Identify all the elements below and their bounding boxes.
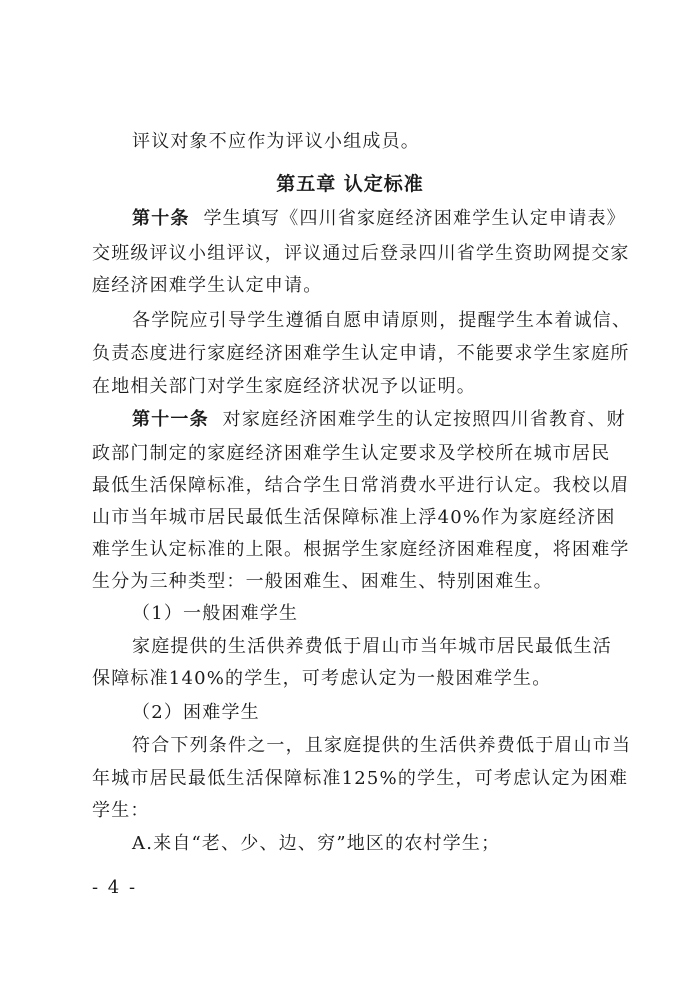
type-1-heading: （1）一般困难学生 (132, 603, 299, 624)
paragraph-line-1: 各学院应引导学生遵循自愿申请原则，提醒学生本着诚信、 (132, 310, 632, 331)
body-text-line: 评议对象不应作为评议小组成员。 (132, 131, 420, 152)
paragraph-line-2: 负责态度进行家庭经济困难学生认定申请，不能要求学生家庭所 (92, 343, 630, 364)
list-item-a: A.来自“老、少、边、穷”地区的农村学生； (132, 833, 501, 854)
type-1-line-2: 保障标准140%的学生，可考虑认定为一般困难学生。 (92, 668, 552, 689)
type-2-line-1: 符合下列条件之一，且家庭提供的生活供养费低于眉山市当 (132, 735, 632, 756)
article-10-line-2: 交班级评议小组评议，评议通过后登录四川省学生资助网提交家 (92, 243, 630, 264)
article-10-text: 学生填写《四川省家庭经济困难学生认定申请表》 (203, 208, 626, 229)
article-10-line-1 (132, 205, 626, 233)
type-2-heading: （2）困难学生 (132, 702, 260, 723)
article-11-text: 对家庭经济困难学生的认定按照四川省教育、财 (222, 409, 626, 430)
article-11-line-1 (132, 406, 626, 434)
article-10-label: 第十条 (132, 208, 190, 229)
type-2-line-2: 年城市居民最低生活保障标准125%的学生，可考虑认定为困难 (92, 768, 629, 789)
page-number: - 4 - (92, 877, 138, 898)
article-11-line-3: 最低生活保障标准，结合学生日常消费水平进行认定。我校以眉 (92, 475, 630, 496)
article-11-line-4: 山市当年城市居民最低生活保障标准上浮40%作为家庭经济困 (92, 507, 616, 528)
article-11-label: 第十一条 (132, 409, 209, 430)
paragraph-line-3: 在地相关部门对学生家庭经济状况予以证明。 (92, 376, 476, 397)
article-11-line-5: 难学生认定标准的上限。根据学生家庭经济困难程度，将困难学 (92, 539, 630, 560)
article-11-line-2: 政部门制定的家庭经济困难学生认定要求及学校所在城市居民 (92, 443, 611, 464)
chapter-heading: 第五章 认定标准 (276, 173, 424, 195)
type-2-line-3: 学生： (92, 800, 150, 821)
article-10-line-3: 庭经济困难学生认定申请。 (92, 275, 323, 296)
article-11-line-6: 生分为三种类型：一般困难生、困难生、特别困难生。 (92, 571, 553, 592)
type-1-line-1: 家庭提供的生活供养费低于眉山市当年城市居民最低生活 (132, 636, 612, 657)
